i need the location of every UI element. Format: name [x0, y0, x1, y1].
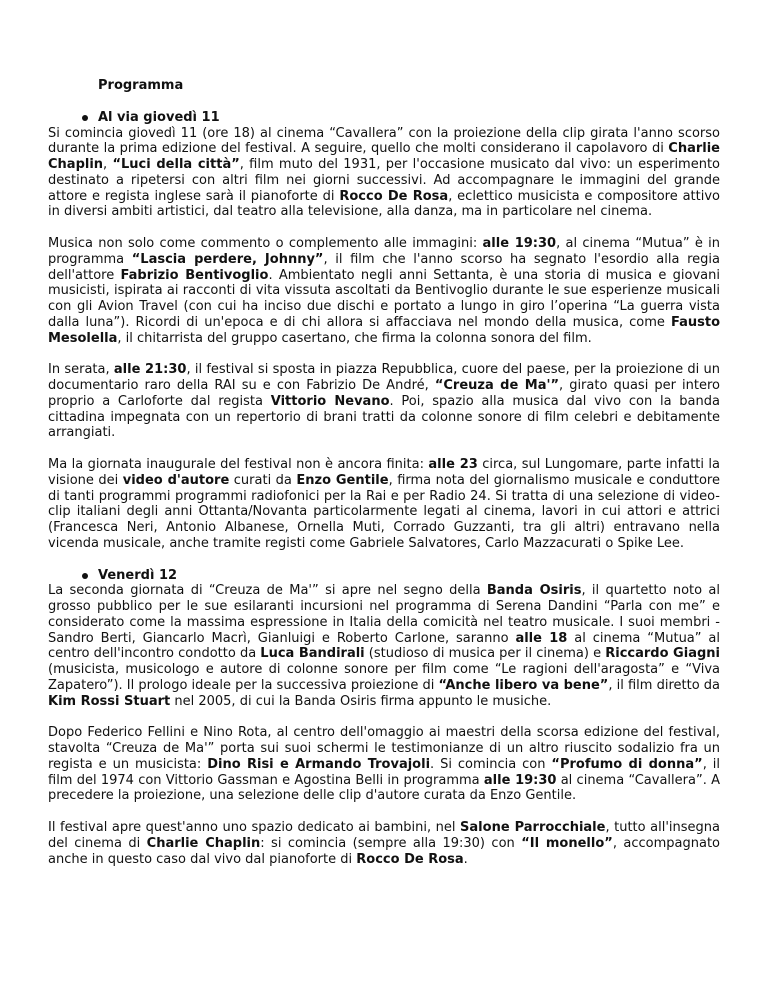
text-run: , il film diretto da	[608, 677, 720, 693]
bold-text: Vittorio Nevano	[270, 393, 390, 409]
text-run: al cinema “Cavallera”. A precedere la proiezione, una selezione delle clip d'autore curata da Enzo Gentile.	[48, 772, 720, 804]
text-run: Ma la giornata inaugurale del festival non è ancora finita:	[48, 457, 429, 472]
section-title	[98, 110, 720, 126]
text-run: Dopo Federico Fellini e Nino Rota, al centro dell'omaggio ai maestri della scorsa edizione del festival, stavolta “Creuza de Ma'” porta sui suoi schermi le testimonianze di un altro riuscito sodalizio fra un regista e un musicista:	[48, 725, 720, 772]
spacer	[48, 94, 720, 110]
paragraph	[48, 583, 720, 709]
bold-text: Charlie Chaplin	[48, 141, 720, 172]
bold-text: Riccardo Giagni	[605, 646, 720, 662]
document-heading: Programma	[98, 78, 184, 93]
section-giovedi	[48, 110, 720, 552]
bold-text: Rocco De Rosa	[356, 851, 464, 867]
text-run: In serata,	[48, 362, 114, 378]
paragraph	[48, 725, 720, 804]
text-run: Musica non solo come commento o complemento alle immagini:	[48, 236, 483, 251]
bold-text: Salone Parrocchiale	[460, 820, 606, 835]
paragraph	[48, 457, 720, 552]
text-run: , eclettico musicista e compositore attivo in diversi ambiti artistici, dal teatro alla televisione, alla danza, ma in particolare nel cinema.	[48, 188, 720, 220]
text-run: , girato quasi per intero proprio a Carloforte dal regista	[48, 378, 720, 409]
text-run: . Si comincia con	[430, 756, 552, 772]
bullet-icon	[82, 573, 88, 579]
paragraph	[48, 820, 720, 867]
bold-text: “Creuza de Ma'”	[434, 378, 559, 393]
text-run: , tutto all'insegna del cinema di	[48, 820, 720, 851]
bold-text: video d'autore	[122, 472, 230, 488]
section-title-text: Al via giovedì 11	[98, 109, 220, 125]
bold-text: Charlie Chaplin	[146, 835, 261, 851]
section-title-text: Venerdì 12	[98, 567, 178, 583]
bold-text: Banda Osiris	[486, 583, 582, 599]
bold-text: Dino Risi e Armando Trovajoli	[207, 756, 431, 772]
section-venerdi	[48, 568, 720, 868]
text-run: , il film che l'anno scorso ha segnato l'esordio alla regia dell'attore	[48, 251, 720, 283]
bold-text: alle 21:30	[113, 362, 187, 378]
text-run: , accompagnato anche in questo caso dal vivo dal pianoforte di	[48, 835, 720, 867]
bold-text: Kim Rossi Stuart	[48, 693, 171, 709]
bold-text: “Anche libero va bene”	[438, 677, 609, 693]
bold-text: Fausto Mesolella	[48, 314, 720, 346]
text-run: (studioso di musica per il cinema) e	[364, 646, 606, 662]
bold-text: Luca Bandirali	[260, 646, 365, 662]
text-run: , firma nota del giornalismo musicale e conduttore di tanti programmi programmi radiofonici per la Rai e per Radio 24. Si tratta di una selezione di video-clip italiani degli anni Ottanta/Novanta particolarmente legati al cinema, lavori in cui attori e attrici (Francesca Neri, Antonio Albanese, Ornella Muti, Corrado Guzzanti, tra gli altri) entravano nella vicenda musicale, anche tramite registi come Gabriele Salvatores, Carlo Mazzacurati o Spike Lee.	[48, 472, 720, 551]
paragraph	[48, 236, 720, 346]
text-run: Il festival apre quest'anno uno spazio dedicato ai bambini, nel	[48, 820, 461, 835]
bullet-icon	[82, 115, 88, 121]
text-run: La seconda giornata di “Creuza de Ma'” si apre nel segno della	[48, 583, 487, 599]
text-run: ,	[103, 157, 113, 172]
paragraph	[48, 126, 720, 221]
bold-text: alle 18	[515, 630, 568, 646]
bold-text: “Profumo di donna”	[551, 756, 703, 772]
text-run: , film muto del 1931, per l'occasione musicato dal vivo: un esperimento destinato a ripetersi con altri film nei giorni successivi. Ad accompagnare le immagini del grande attore e regista inglese sarà il pianoforte di	[48, 157, 721, 204]
text-run: . Poi, spazio alla musica dal vivo con la banda cittadina impegnata con un repertorio di brani tratti da colonne sonore di film celebri e debitamente arrangiati.	[48, 393, 720, 441]
text-run: Si comincia giovedì 11 (ore 18) al cinema “Cavallera” con la proiezione della clip girata l'anno scorso durante la prima edizione del festival. A seguire, quello che molti considerano il capolavoro di	[48, 125, 720, 157]
text-run: circa, sul Lungomare, parte infatti la visione dei	[48, 457, 720, 488]
text-run: , il quartetto noto al grosso pubblico per le sue esilaranti incursioni nel programma di Serena Dandini “Parla con me” e considerato come la massima espressione in Italia della comicità nel teatro musicale. I suoi membri - Sandro Berti, Giancarlo Macrì, Gianluigi e Roberto Carlone, saranno	[48, 583, 720, 646]
text-run: , al cinema “Mutua” è in programma	[48, 236, 720, 267]
text-run: . Ambientato negli anni Settanta, è una storia di musica e giovani musicisti, ispirata ai racconti di vita vissuta ascoltati da Bentivoglio durante le sue esperienze musicali con gli Avion Travel (con cui ha inciso due dischi e portato a lungo in giro l’operina “La guerra vista dalla luna”). Ricordi di un'epoca e di chi allora si affacciava nel mondo della musica, come	[48, 267, 720, 330]
bold-text: alle 19:30	[483, 772, 557, 788]
bold-text: “Luci della città”	[112, 157, 240, 172]
bold-text: Fabrizio Bentivoglio	[120, 267, 269, 283]
text-run: curati da	[229, 472, 297, 488]
text-run: al cinema “Mutua” al centro dell'incontro condotto da	[48, 630, 720, 662]
text-run: , il chitarrista del gruppo casertano, che firma la colonna sonora del film.	[117, 330, 592, 346]
bold-text: Enzo Gentile	[296, 472, 389, 488]
paragraph	[48, 362, 720, 441]
text-run: (musicista, musicologo e autore di colonne sonore per film come “Le ragioni dell'aragosta” e “Viva Zapatero”). Il prologo ideale per la successiva proiezione di	[48, 662, 720, 693]
text-run: nel 2005, di cui la Banda Osiris firma appunto le musiche.	[170, 693, 552, 709]
bold-text: alle 23	[428, 457, 478, 472]
bold-text: alle 19:30	[482, 236, 557, 251]
text-run: , il festival si sposta in piazza Repubblica, cuore del paese, per la proiezione di un documentario raro della RAI su e con Fabrizio De André,	[48, 362, 720, 393]
bold-text: “Il monello”	[521, 835, 613, 851]
text-run: : si comincia (sempre alla 19:30) con	[260, 835, 522, 851]
bold-text: “Lascia perdere, Johnny”	[131, 251, 324, 267]
document-page	[48, 78, 720, 883]
text-run: .	[463, 851, 468, 867]
bold-text: Rocco De Rosa	[339, 188, 449, 204]
section-title	[98, 568, 720, 584]
text-run: , il film del 1974 con Vittorio Gassman e Agostina Belli in programma	[48, 756, 720, 788]
